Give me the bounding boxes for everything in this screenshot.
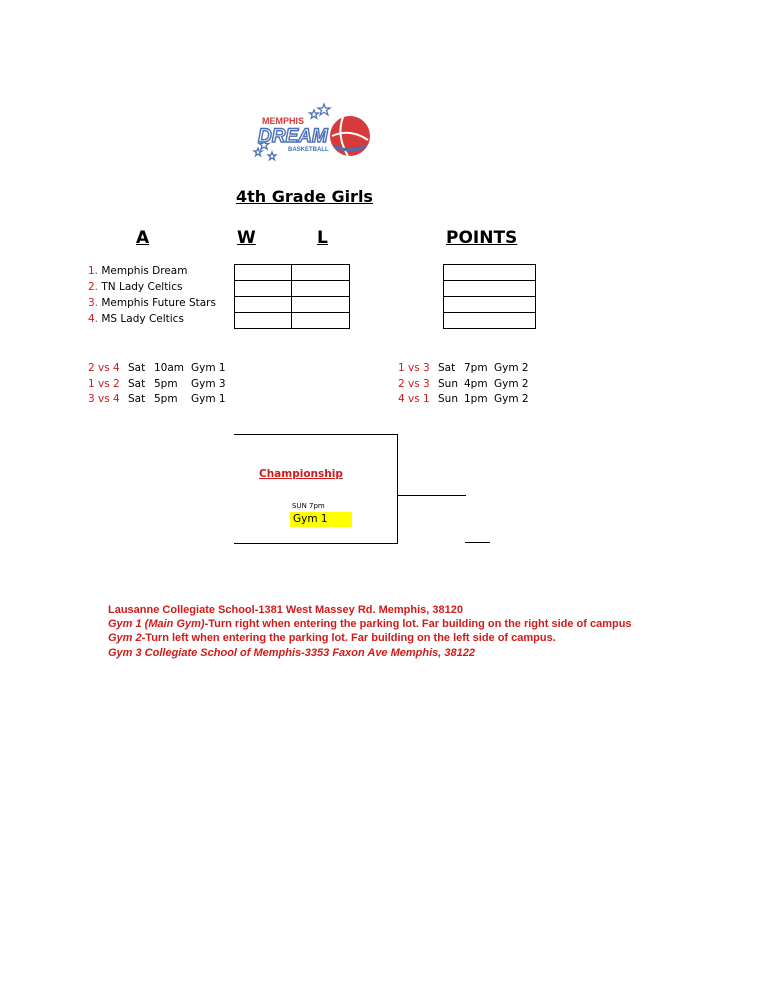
championship-label: Championship (259, 468, 343, 480)
location-line: Lausanne Collegiate School-1381 West Massey Rd. Memphis, 38120 (108, 604, 463, 616)
bracket-top-line (234, 434, 398, 435)
location-line: Gym 2-Turn left when entering the parking lot. Far building on the left side of campus. (108, 632, 556, 644)
team-item: 1. Memphis Dream (88, 265, 188, 277)
memphis-dream-logo (248, 100, 378, 168)
team-item: 3. Memphis Future Stars (88, 297, 216, 309)
page-title: 4th Grade Girls (236, 187, 373, 206)
location-line: Gym 3 Collegiate School of Memphis-3353 Faxon Ave Memphis, 38122 (108, 647, 475, 659)
team-item: 2. TN Lady Celtics (88, 281, 183, 293)
logo-top-text: MEMPHIS (262, 116, 305, 126)
championship-time: SUN 7pm (292, 502, 325, 510)
team-item: 4. MS Lady Celtics (88, 313, 184, 325)
bracket-champion-line (398, 495, 466, 496)
bracket-small-line (465, 542, 490, 543)
game-row: 1 vs 3 Sat 7pm Gym 2 (398, 362, 529, 374)
points-grid (443, 264, 536, 329)
game-row: 1 vs 2 Sat 5pm Gym 3 (88, 378, 226, 390)
game-row: 3 vs 4 Sat 5pm Gym 1 (88, 393, 226, 405)
game-row: 4 vs 1 Sun 1pm Gym 2 (398, 393, 529, 405)
bracket-vertical-line (397, 434, 398, 544)
bracket-bottom-line (234, 543, 398, 544)
logo-main-text: DREAM (258, 126, 328, 147)
wins-losses-grid (234, 264, 350, 329)
logo-sub-text: BASKETBALL (288, 147, 329, 153)
wins-header: W (237, 228, 256, 248)
game-row: 2 vs 3 Sun 4pm Gym 2 (398, 378, 529, 390)
group-header: A (136, 228, 150, 248)
points-header: POINTS (446, 228, 518, 248)
championship-gym: Gym 1 (290, 512, 352, 527)
losses-header: L (317, 228, 328, 248)
game-row: 2 vs 4 Sat 10am Gym 1 (88, 362, 226, 374)
location-line: Gym 1 (Main Gym)-Turn right when entering the parking lot. Far building on the right side of campus (108, 618, 632, 630)
